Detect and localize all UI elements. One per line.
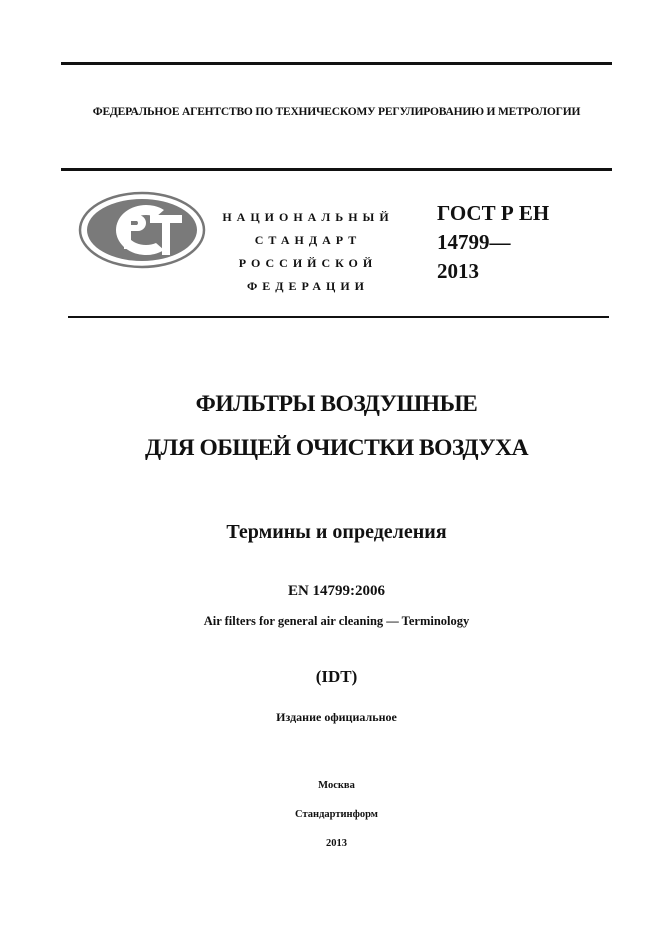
- imprint-city: Москва: [318, 780, 355, 791]
- top-rule: [61, 62, 612, 65]
- edition-note: Издание официальное: [276, 710, 397, 724]
- designation-line: 2013: [437, 259, 479, 283]
- equivalence-degree: (IDT): [315, 667, 358, 686]
- agency-name: ФЕДЕРАЛЬНОЕ АГЕНТСТВО ПО ТЕХНИЧЕСКОМУ РЕГУЛИРОВАНИЮ И МЕТРОЛОГИИ: [92, 106, 581, 118]
- national-standard-line: СТАНДАРТ: [254, 233, 362, 247]
- bottom-rule: [68, 316, 609, 318]
- designation-line: ГОСТ Р ЕН: [437, 201, 550, 225]
- national-standard-line: ФЕДЕРАЦИИ: [246, 279, 370, 293]
- document-subtitle: Термины и определения: [226, 521, 447, 543]
- title-line: ФИЛЬТРЫ ВОЗДУШНЫЕ: [195, 391, 478, 417]
- imprint-publisher: Стандартинформ: [295, 809, 378, 820]
- source-standard-number: EN 14799:2006: [287, 583, 386, 599]
- document-title: [40, 382, 633, 470]
- designation-line: 14799—: [437, 230, 511, 254]
- gost-r-emblem-icon: [78, 191, 206, 269]
- middle-rule: [61, 168, 612, 171]
- title-line: ДЛЯ ОБЩЕЙ ОЧИСТКИ ВОЗДУХА: [144, 435, 529, 461]
- standard-designation: [437, 199, 587, 286]
- national-standard-label: [218, 206, 398, 298]
- national-standard-line: НАЦИОНАЛЬНЫЙ: [222, 210, 394, 224]
- imprint-year: 2013: [326, 838, 347, 849]
- source-standard-title: Air filters for general air cleaning — Terminology: [203, 614, 470, 628]
- national-standard-line: РОССИЙСКОЙ: [238, 256, 378, 270]
